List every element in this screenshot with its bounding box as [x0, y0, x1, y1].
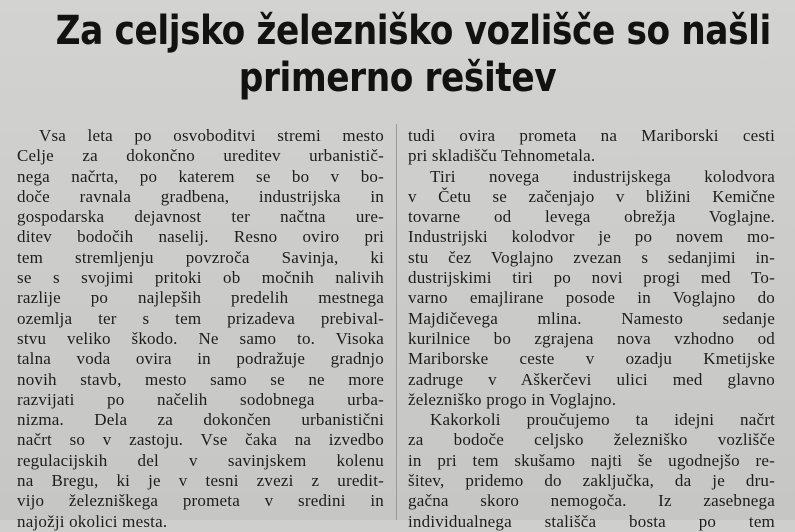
text-line: pri skladišču Tehnometala.: [408, 146, 596, 166]
text-line: na Bregu, ki je v tesni zvezi z uredit-: [17, 471, 384, 491]
text-line: in pri tem skušamo najti še ugodnejšo re-: [408, 450, 775, 470]
text-line: vijo železniškega prometa v sredini in: [17, 491, 384, 511]
text-line: novih stavb, mesto samo se ne more: [17, 369, 384, 389]
text-line: nega načrta, po katerem se bo v bo-: [17, 166, 384, 186]
text-line: železniško progo in Voglajno.: [408, 389, 617, 409]
text-line: Celje za dokončno ureditev urbanistič-: [17, 146, 384, 166]
text-line: razlije po najlepših predelih mestnega: [17, 288, 384, 308]
text-line: stu čez Voglajno zvezan s sedanjimi in-: [408, 247, 775, 267]
text-line: šitev, pridemo do zaključka, da je dru-: [408, 471, 775, 491]
text-line: talna voda ovira in podražuje gradnjo: [17, 349, 384, 369]
text-line: Mariborske ceste v ozadju Kmetijske: [408, 349, 775, 369]
text-line: gospodarska dejavnost ter načtna ure-: [17, 207, 384, 227]
text-line: zadruge v Aškerčevi ulici med glavno: [408, 369, 775, 389]
text-line: nizma. Dela za dokončen urbanistični: [17, 410, 384, 430]
text-line: ditev bodočih naselij. Resno oviro pri: [17, 227, 384, 247]
text-line: doče ravnala gradbena, industrijska in: [17, 186, 384, 206]
text-line: dustrijskimi tiri po novi progi med To-: [408, 268, 775, 288]
article-column-left: [17, 126, 384, 532]
text-line: Vsa leta po osvoboditvi stremi mesto: [39, 126, 384, 145]
text-line: načrt so v zastoju. Vse čaka na izvedbo: [17, 430, 384, 450]
text-line: gačna skoro nemogoča. Iz zasebnega: [408, 491, 775, 511]
text-line: Industrijski kolodvor je po novem mo-: [408, 227, 775, 247]
text-line: Majdičevega mlina. Namesto sedanje: [408, 308, 775, 328]
text-line: v Četu se začenjajo v bližini Kemične: [408, 186, 775, 206]
text-line: se s svojimi pritoki ob močnih nalivih: [17, 268, 384, 288]
text-line: varno emajlirane posode in Voglajno do: [408, 288, 775, 308]
text-line: razvijati po načelih sodobnega urba-: [17, 389, 384, 409]
text-line: kurilnice bo zgrajena nova vzhodno od: [408, 328, 775, 348]
text-line: stvu veliko škodo. Ne samo to. Visoka: [17, 328, 384, 348]
text-line: tem stremljenju povzroča Savinja, ki: [17, 247, 384, 267]
text-line: ozemlja ter s tem prizadeva prebival-: [17, 308, 384, 328]
text-line: Tiri novega industrijskega kolodvora: [430, 166, 775, 186]
headline-line-2: primerno rešitev: [238, 55, 557, 101]
article-headline: [55, 8, 771, 102]
article-column-right: [408, 126, 775, 532]
text-line: za bodoče celjsko železniško vozlišče: [408, 430, 775, 450]
headline-line-1: Za celjsko železniško vozlišče so našli: [55, 8, 771, 54]
text-line: tudi ovira prometa na Mariborski cesti: [408, 126, 775, 145]
text-line: Kakorkoli proučujemo ta idejni načrt: [430, 410, 775, 430]
text-line: individualnega stališča bosta po tem: [408, 511, 775, 531]
text-line: tovarne od levega obrežja Voglajne.: [408, 207, 775, 227]
text-line: regulacijskih del v savinjskem kolenu: [17, 450, 384, 470]
column-divider: [396, 124, 397, 520]
text-line: najožji okolici mesta.: [17, 511, 168, 531]
